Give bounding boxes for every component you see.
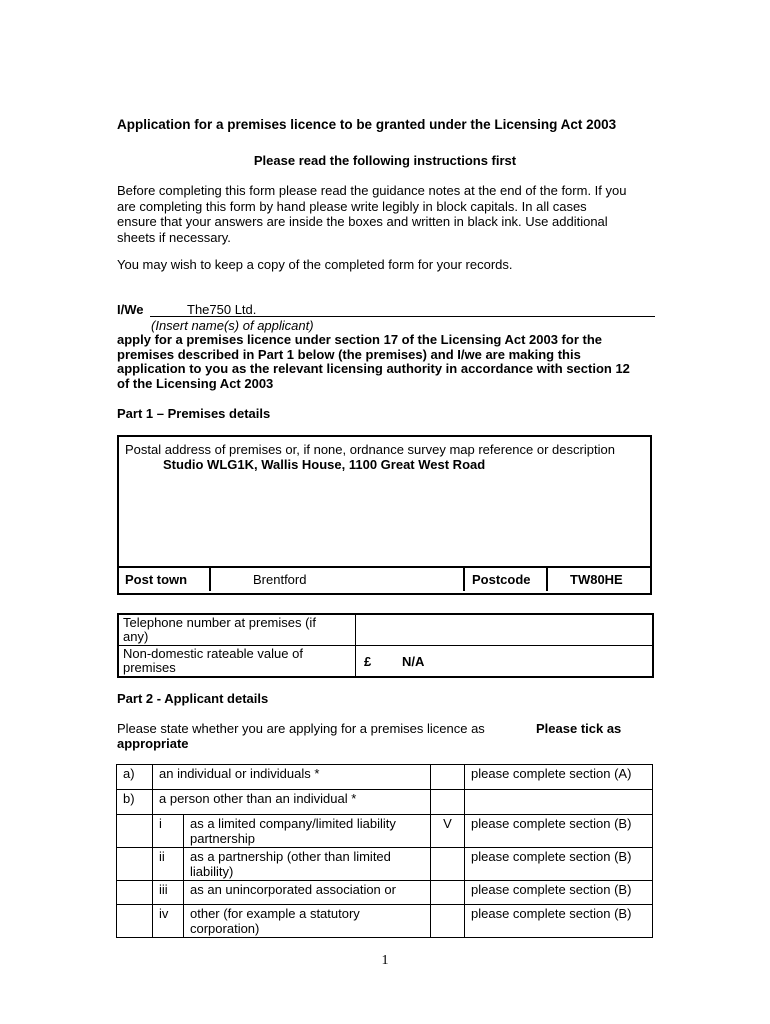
table-row <box>117 815 653 848</box>
table-row <box>117 905 653 938</box>
table-row <box>117 765 653 790</box>
row-num: iv <box>153 905 184 938</box>
row-spacer <box>117 815 153 848</box>
row-action: please complete section (B) <box>465 905 653 938</box>
table-row <box>117 848 653 881</box>
rateable-value-field[interactable]: N/A <box>402 654 425 669</box>
tick-instruction: Please tick as <box>536 721 622 736</box>
row-num: ii <box>153 848 184 881</box>
row-text: an individual or individuals * <box>153 765 431 790</box>
row-action: please complete section (A) <box>465 765 653 790</box>
applicant-type-table <box>116 764 653 938</box>
row-text: a person other than an individual * <box>153 790 431 815</box>
intro-line: are completing this form by hand please write legibly in block capitals. In all cases <box>117 198 587 214</box>
applicant-name-field[interactable]: The750 Ltd. <box>187 302 257 317</box>
applicant-hint: (Insert name(s) of applicant) <box>151 318 314 333</box>
row-num: iii <box>153 881 184 905</box>
records-note: You may wish to keep a copy of the completed form for your records. <box>117 257 513 272</box>
rateable-label: Non-domestic rateable value of premises <box>119 646 356 676</box>
form-title: Application for a premises licence to be granted under the Licensing Act 2003 <box>117 117 617 132</box>
apply-statement <box>117 333 662 391</box>
row-spacer <box>117 905 153 938</box>
row-text: other (for example a statutory corporation) <box>184 905 431 938</box>
currency-symbol: £ <box>364 654 372 669</box>
address-value[interactable]: Studio WLG1K, Wallis House, 1100 Great West Road <box>163 457 486 472</box>
apply-line: premises described in Part 1 below (the premises) and I/we are making this <box>117 346 581 362</box>
row-spacer <box>117 881 153 905</box>
telephone-label: Telephone number at premises (if any) <box>119 615 356 646</box>
row-action: please complete section (B) <box>465 848 653 881</box>
tick-box[interactable] <box>431 905 465 938</box>
row-text: as an unincorporated association or <box>184 881 431 905</box>
part1-heading: Part 1 – Premises details <box>117 406 271 421</box>
row-spacer <box>117 848 153 881</box>
instructions-heading: Please read the following instructions first <box>253 153 517 168</box>
row-letter: a) <box>117 765 153 790</box>
postcode-label: Postcode <box>465 568 548 591</box>
intro-line: ensure that your answers are inside the boxes and written in black ink. Use additional <box>117 214 608 229</box>
telephone-field[interactable] <box>356 615 652 646</box>
post-town-row <box>119 566 650 593</box>
telephone-rateable-box <box>117 613 654 678</box>
tick-box[interactable]: V <box>431 815 465 848</box>
tick-box[interactable] <box>431 881 465 905</box>
post-town-label: Post town <box>119 568 211 591</box>
intro-paragraph <box>117 183 657 245</box>
post-town-field[interactable]: Brentford <box>211 568 465 591</box>
row-action: please complete section (B) <box>465 815 653 848</box>
apply-line: application to you as the relevant licensing authority in accordance with section 12 <box>117 361 630 376</box>
part2-heading: Part 2 - Applicant details <box>117 691 269 706</box>
postcode-field[interactable]: TW80HE <box>570 572 623 587</box>
part2-question: Please state whether you are applying for a premises licence as <box>117 721 485 736</box>
premises-address-box <box>117 435 652 595</box>
row-action <box>465 790 653 815</box>
applicant-label: I/We <box>117 302 144 317</box>
intro-line: sheets if necessary. <box>117 229 231 245</box>
table-row <box>117 790 653 815</box>
tick-box[interactable] <box>431 790 465 815</box>
apply-line: apply for a premises licence under section 17 of the Licensing Act 2003 for the <box>117 332 602 347</box>
address-label: Postal address of premises or, if none, ordnance survey map reference or description <box>125 442 615 457</box>
page-number: 1 <box>381 953 389 968</box>
intro-line: Before completing this form please read the guidance notes at the end of the form. If you <box>117 183 627 198</box>
table-row <box>117 881 653 905</box>
tick-box[interactable] <box>431 848 465 881</box>
row-action: please complete section (B) <box>465 881 653 905</box>
row-num: i <box>153 815 184 848</box>
row-text: as a limited company/limited liability partnership <box>184 815 431 848</box>
apply-line: of the Licensing Act 2003 <box>117 375 274 391</box>
row-letter: b) <box>117 790 153 815</box>
tick-box[interactable] <box>431 765 465 790</box>
row-text: as a partnership (other than limited liability) <box>184 848 431 881</box>
tick-instruction-cont: appropriate <box>117 736 189 751</box>
